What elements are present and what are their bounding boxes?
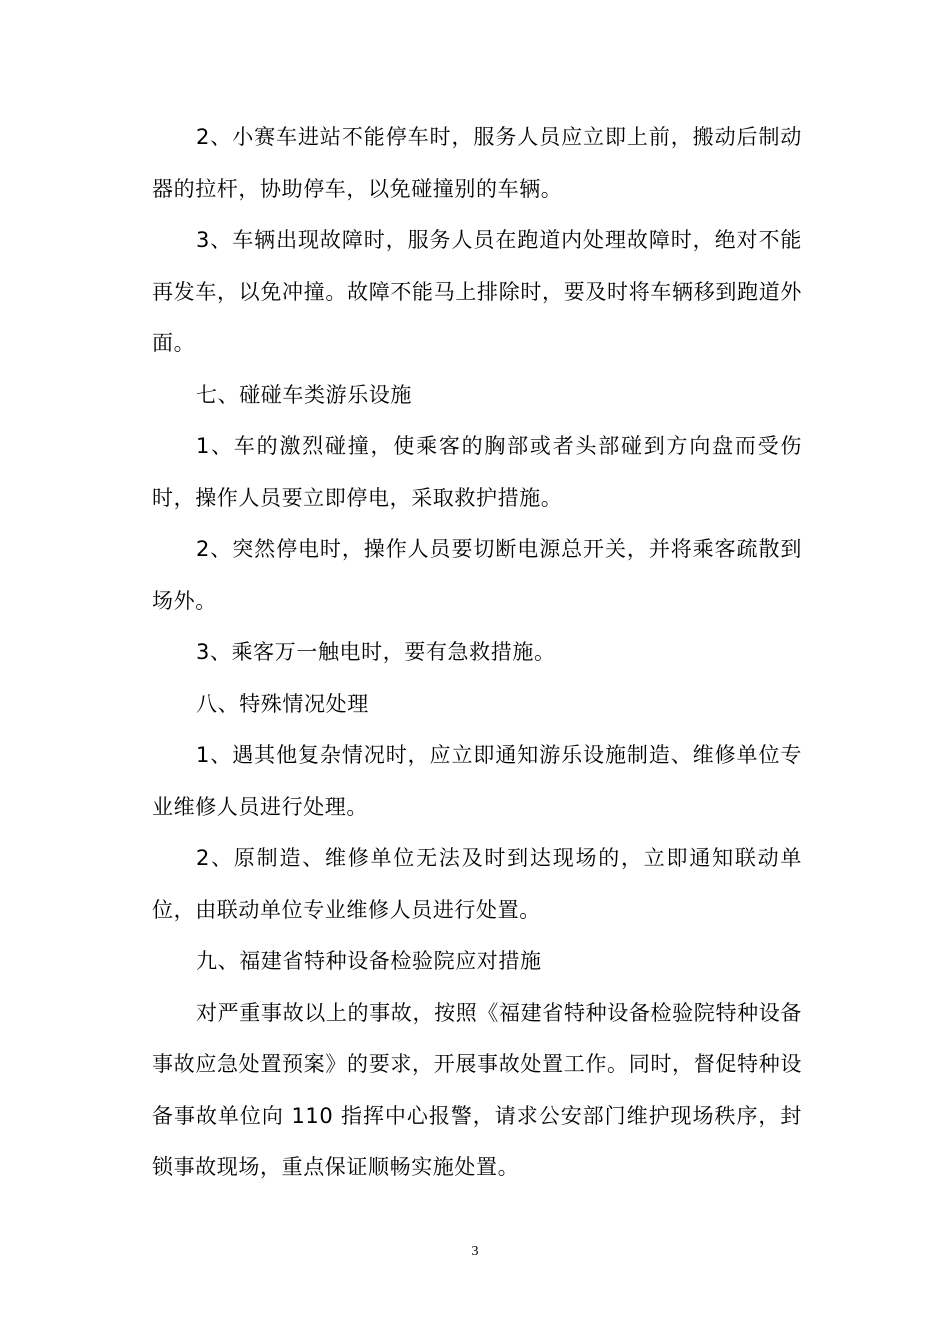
page-number: 3 bbox=[471, 1244, 479, 1259]
section-heading: 八、特殊情况处理 bbox=[196, 691, 369, 716]
paragraph-item: 对严重事故以上的事故，按照《福建省特种设备检验院特种设备事故应急处置预案》的要求，开展事故处置工作。同时，督促特种设备事故单位向 110 指挥中心报警，请求公安部门维护现场秩序，封锁事故现场，重点保证顺畅实施处置。 bbox=[152, 1000, 802, 1179]
paragraph-item: 2、小赛车进站不能停车时，服务人员应立即上前，搬动后制动器的拉杆，协助停车，以免碰撞别的车辆。 bbox=[152, 125, 802, 201]
paragraph-item: 1、车的激烈碰撞，使乘客的胸部或者头部碰到方向盘而受伤时，操作人员要立即停电，采取救护措施。 bbox=[152, 434, 802, 510]
document-body bbox=[152, 112, 802, 1194]
section-heading: 七、碰碰车类游乐设施 bbox=[196, 382, 412, 407]
paragraph-item: 2、突然停电时，操作人员要切断电源总开关，并将乘客疏散到场外。 bbox=[152, 537, 802, 613]
paragraph-item: 2、原制造、维修单位无法及时到达现场的，立即通知联动单位，由联动单位专业维修人员进行处置。 bbox=[152, 846, 802, 922]
paragraph-item: 1、遇其他复杂情况时，应立即通知游乐设施制造、维修单位专业维修人员进行处理。 bbox=[152, 743, 802, 819]
paragraph-item: 3、车辆出现故障时，服务人员在跑道内处理故障时，绝对不能再发车，以免冲撞。故障不能马上排除时，要及时将车辆移到跑道外面。 bbox=[152, 228, 802, 355]
section-heading: 九、福建省特种设备检验院应对措施 bbox=[196, 949, 542, 973]
paragraph-item: 3、乘客万一触电时，要有急救措施。 bbox=[196, 640, 556, 664]
